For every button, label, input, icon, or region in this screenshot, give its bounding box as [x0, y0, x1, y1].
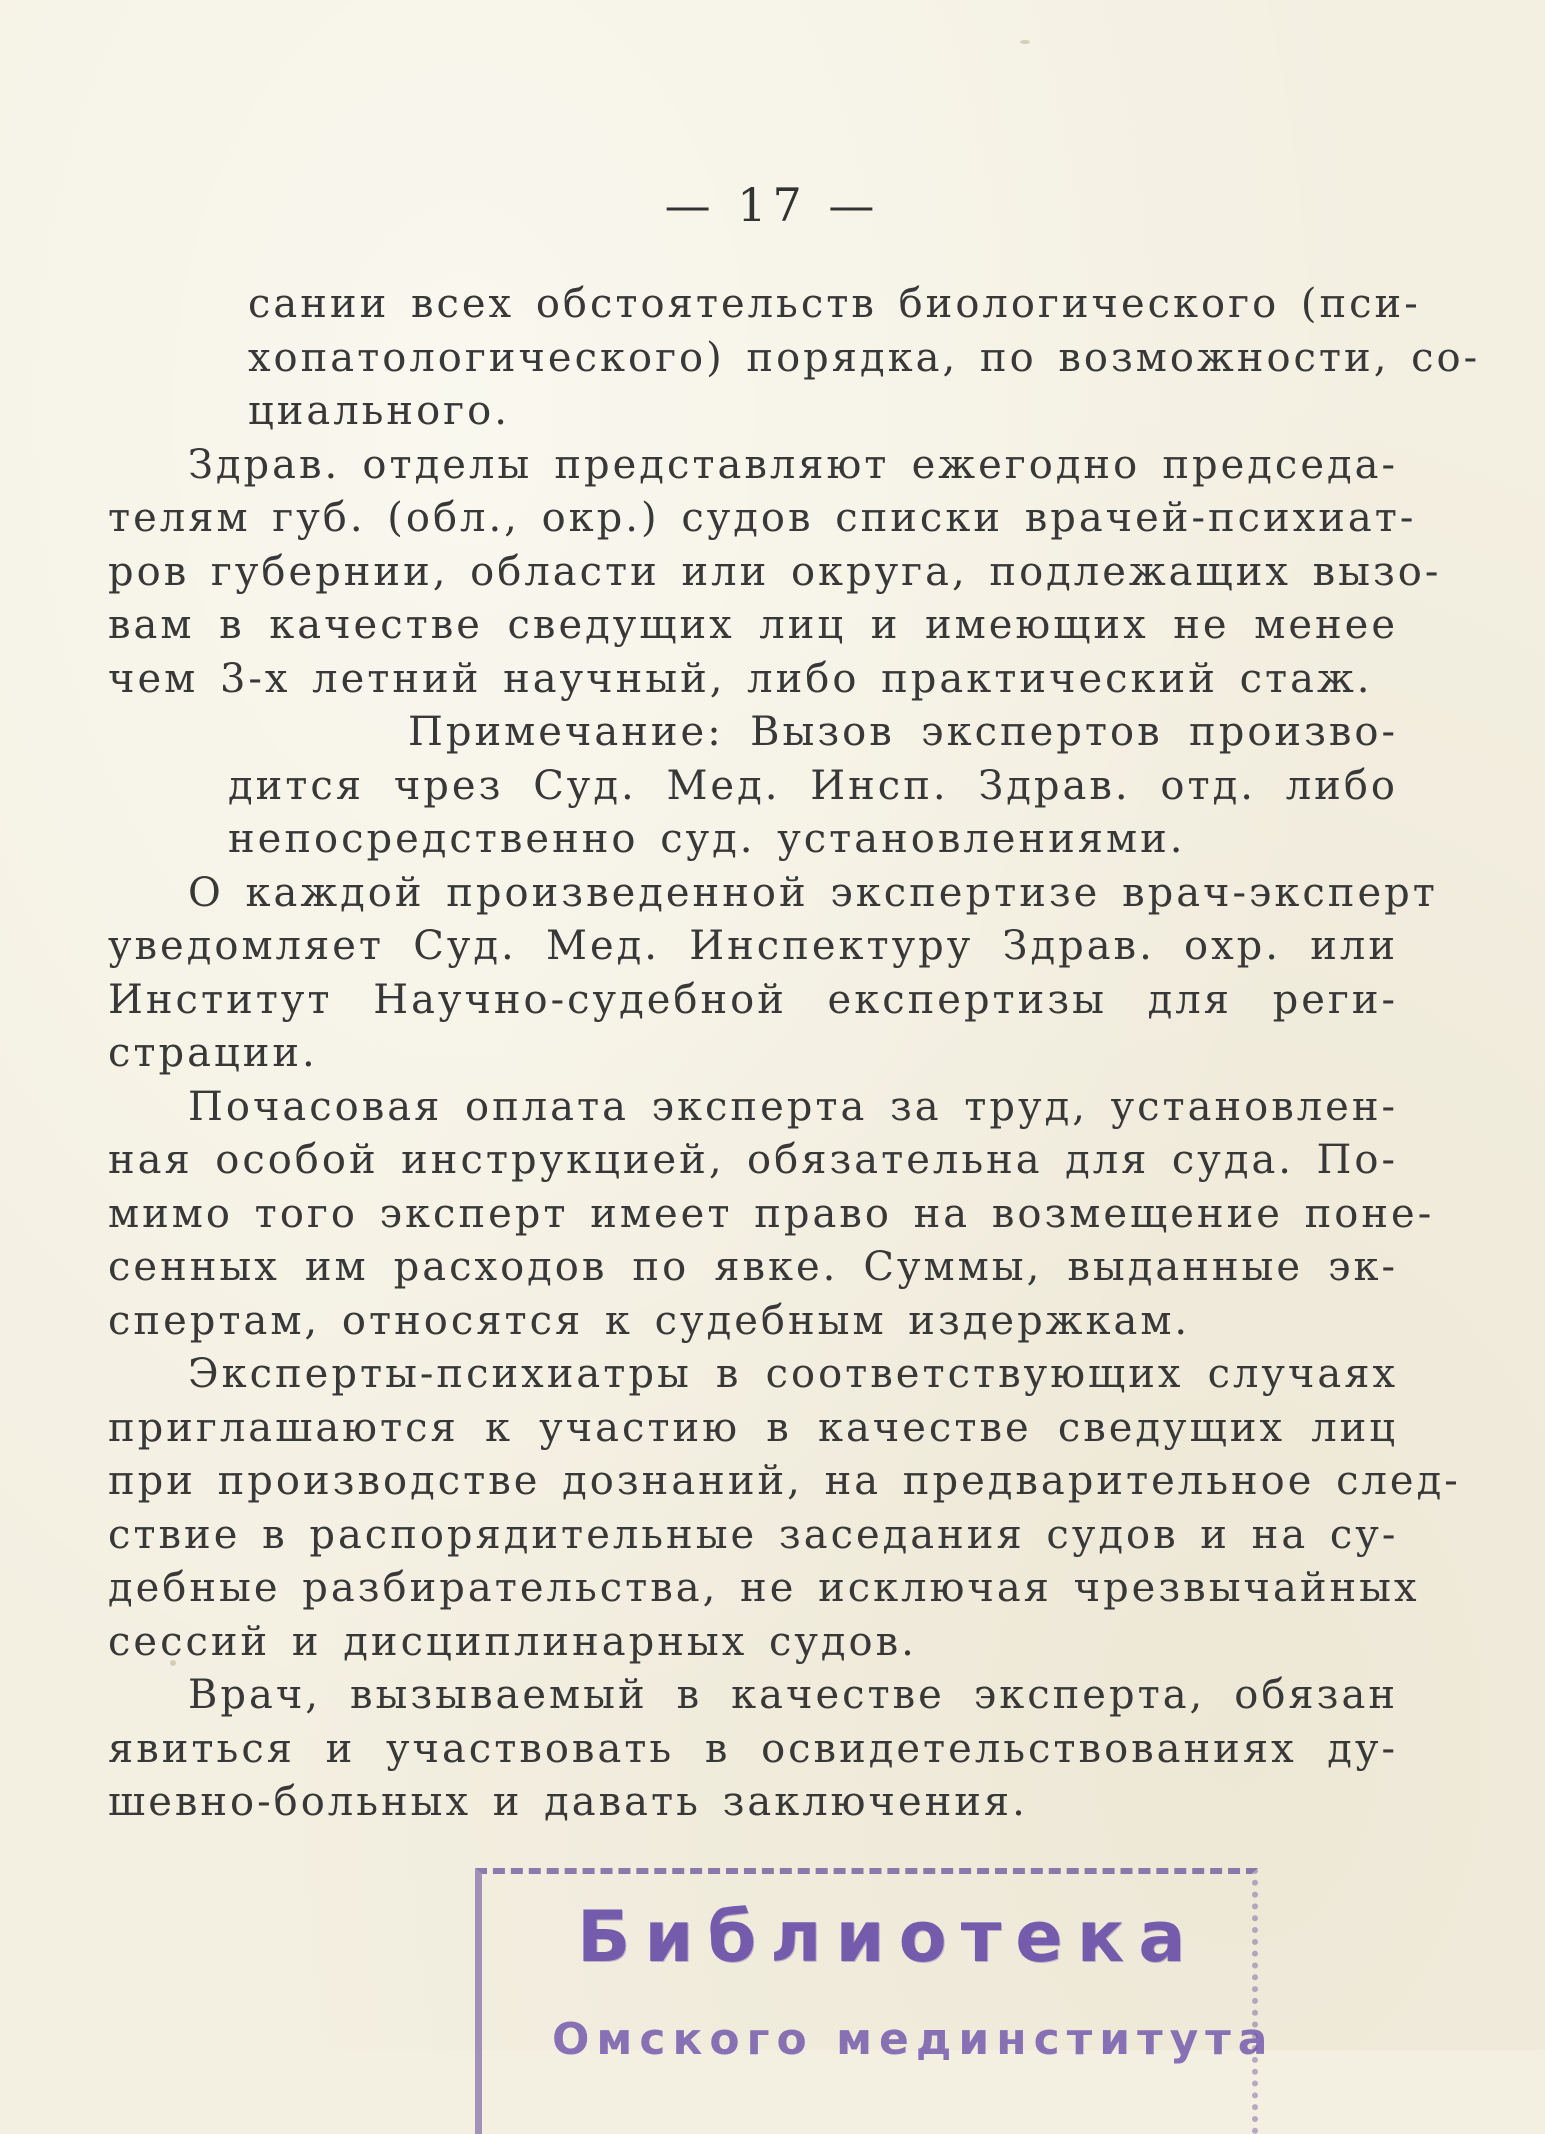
- text-line: сессий и дисциплинарных судов.: [108, 1618, 917, 1665]
- text-line: дится чрез Суд. Мед. Инсп. Здрав. отд. либо: [228, 762, 1398, 809]
- text-line: дебные разбирательства, не исключая чрезвычайных: [108, 1565, 1420, 1611]
- text-line: Институт Научно-судебной експертизы для реги-: [108, 976, 1398, 1023]
- library-stamp: [475, 1868, 1275, 2134]
- text-line: Здрав. отделы представляют ежегодно председа-: [188, 441, 1398, 488]
- text-line: Врач, вызываемый в качестве эксперта, обязан: [188, 1672, 1398, 1718]
- text-line: хопатологического) порядка, по возможности, со-: [248, 334, 1481, 381]
- text-line: явиться и участвовать в освидетельствованиях ду-: [108, 1725, 1398, 1772]
- text-line: телям губ. (обл., окр.) судов списки врачей-психиат-: [108, 495, 1417, 541]
- stamp-title: Библиотека: [577, 1896, 1200, 1978]
- text-line: ствие в распорядительные заседания судов и на су-: [108, 1511, 1399, 1558]
- text-line: сании всех обстоятельств биологического (пси-: [248, 281, 1421, 327]
- note-paragraph: [108, 706, 1398, 867]
- text-line: вам в качестве сведущих лиц и имеющих не менее: [108, 602, 1398, 648]
- text-line: непосредственно суд. установлениями.: [228, 816, 1186, 862]
- text-line: сенных им расходов по явке. Суммы, выданные эк-: [108, 1244, 1398, 1290]
- text-line: при производстве дознаний, на предварительное след-: [108, 1458, 1461, 1504]
- text-line: шевно-больных и давать заключения.: [108, 1779, 1028, 1825]
- paragraph: [108, 867, 1438, 1081]
- text-line: Примечание: Вызов экспертов произво-: [408, 709, 1398, 755]
- paper-blemish: [170, 1660, 176, 1666]
- paragraph: [108, 1081, 1435, 1349]
- paper-blemish: [1020, 40, 1030, 44]
- paragraph: [108, 1669, 1398, 1830]
- page-number: — 17 —: [664, 178, 881, 232]
- paragraph: [108, 1348, 1461, 1669]
- text-line: Эксперты-психиатры в соответствующих случаях: [188, 1351, 1398, 1397]
- text-line: уведомляет Суд. Мед. Инспектуру Здрав. охр. или: [108, 923, 1398, 969]
- text-line: приглашаются к участию в качестве сведущих лиц: [108, 1404, 1398, 1451]
- paragraph: [108, 439, 1442, 707]
- text-line: ная особой инструкцией, обязательна для суда. По-: [108, 1137, 1398, 1183]
- text-line: О каждой произведенной экспертизе врач-эксперт: [188, 869, 1438, 916]
- text-line: циального.: [248, 388, 510, 434]
- text-line: ров губернии, области или округа, подлежащих вызо-: [108, 548, 1442, 595]
- stamp-subtitle: Омского мединститута: [552, 2014, 1275, 2065]
- text-line: спертам, относятся к судебным издержкам.: [108, 1297, 1191, 1344]
- paragraph: [108, 278, 1481, 439]
- text-line: страции.: [108, 1030, 318, 1076]
- body-text: [108, 278, 1481, 1830]
- text-line: мимо того эксперт имеет право на возмещение поне-: [108, 1190, 1435, 1237]
- text-line: чем 3-х летний научный, либо практический стаж.: [108, 655, 1373, 702]
- text-line: Почасовая оплата эксперта за труд, установлен-: [188, 1083, 1398, 1130]
